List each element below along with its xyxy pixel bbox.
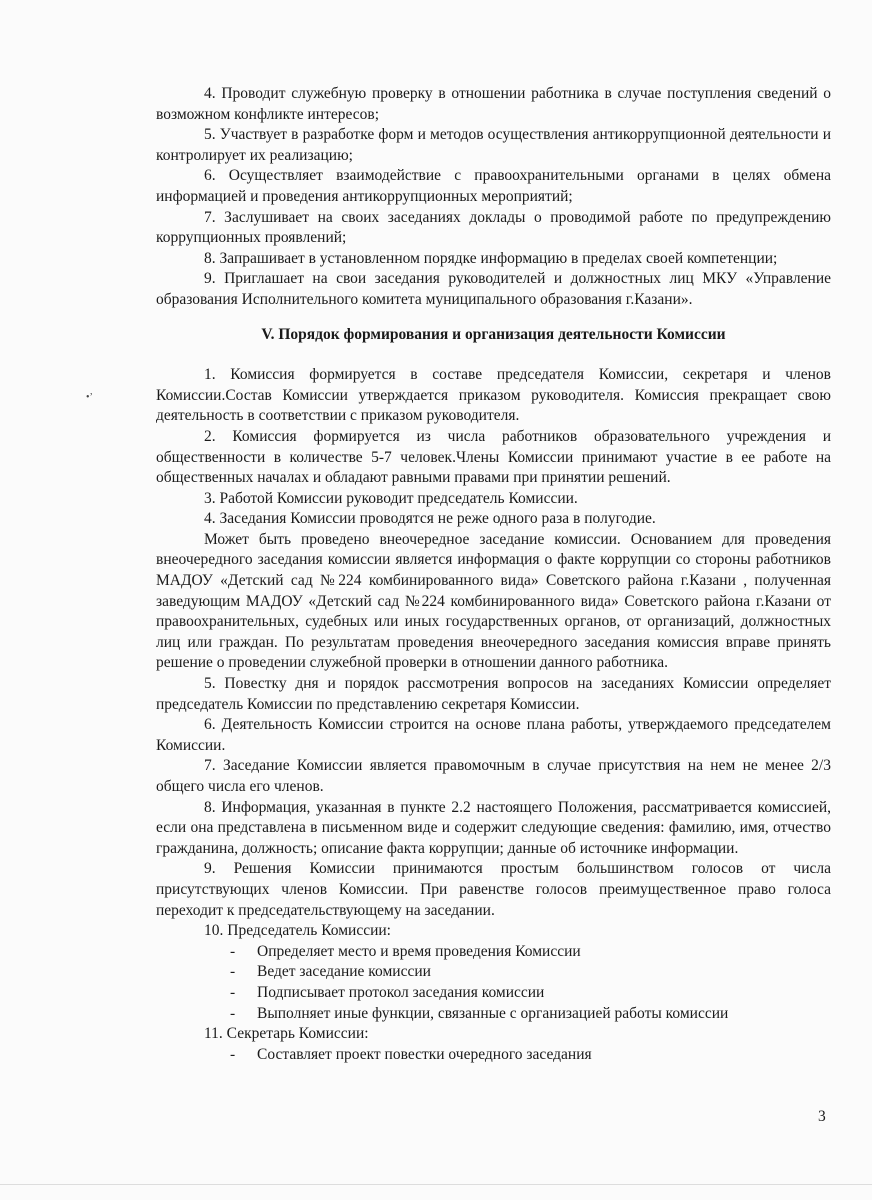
list-item bbox=[156, 983, 831, 1004]
list-item bbox=[156, 942, 831, 963]
paragraph: 4. Проводит служебную проверку в отношении работника в случае поступления сведений о возможном конфликте интересов; bbox=[156, 85, 831, 123]
paragraph: 9. Решения Комиссии принимаются простым большинством голосов от числа присутствующих членов Комиссии. При равенстве голосов преимущественное право голоса переходит к председательствующему на заседании. bbox=[156, 860, 831, 919]
document-body bbox=[156, 84, 831, 1065]
bullet-dash: - bbox=[230, 1004, 236, 1022]
list-item-text: Определяет место и время проведения Комиссии bbox=[257, 942, 581, 960]
bullet-dash: - bbox=[230, 983, 236, 1001]
paragraph: 3. Работой Комиссии руководит председатель Комиссии. bbox=[204, 489, 578, 507]
section-heading: V. Порядок формирования и организация деятельности Комиссии bbox=[261, 325, 726, 343]
paragraph: 7. Заслушивает на своих заседаниях доклады о проводимой работе по предупреждению коррупционных проявлений; bbox=[156, 208, 831, 247]
list-item bbox=[156, 962, 831, 983]
chair-heading: 10. Председатель Комиссии: bbox=[204, 922, 391, 940]
paragraph: 5. Участвует в разработке форм и методов осуществления антикоррупционной деятельности и контролирует их реализацию; bbox=[156, 126, 831, 164]
list-item-text: Ведет заседание комиссии bbox=[257, 963, 431, 981]
scan-mark: •’ bbox=[86, 392, 93, 403]
paragraph: 4. Заседания Комиссии проводятся не реже одного раза в полугодие. bbox=[204, 510, 656, 528]
bullet-dash: - bbox=[230, 942, 236, 960]
paragraph: 8. Запрашивает в установленном порядке информацию в пределах своей компетенции; bbox=[204, 249, 778, 267]
bullet-dash: - bbox=[230, 1045, 236, 1063]
list-item bbox=[156, 1045, 831, 1066]
paragraph: 6. Деятельность Комиссии строится на основе плана работы, утверждаемого председателем Комиссии. bbox=[156, 716, 831, 754]
paragraph: 6. Осуществляет взаимодействие с правоохранительными органами в целях обмена информацией и проведения антикоррупционных мероприятий; bbox=[156, 167, 831, 205]
paragraph: 2. Комиссия формируется из числа работников образовательного учреждения и общественности в количестве 5-7 человек.Члены Комиссии принимают участие в ее работе на общественных началах и обладают равными правами при принятии решений. bbox=[156, 427, 831, 487]
paragraph: 1. Комиссия формируется в составе председателя Комиссии, секретаря и членов Комиссии.Состав Комиссии утверждается приказом руководителя. Комиссия прекращает свою деятельность в соответствии с приказом руководителя. bbox=[156, 366, 831, 425]
page-number: 3 bbox=[818, 1108, 826, 1125]
paragraph: 5. Повестку дня и порядок рассмотрения вопросов на заседаниях Комиссии определяет председатель Комиссии по представлению секретаря Комиссии. bbox=[156, 675, 831, 713]
list-item-text: Составляет проект повестки очередного заседания bbox=[257, 1045, 592, 1063]
secretary-heading: 11. Секретарь Комиссии: bbox=[204, 1025, 369, 1043]
list-item-text: Подписывает протокол заседания комиссии bbox=[257, 983, 545, 1001]
list-item-text: Выполняет иные функции, связанные с организацией работы комиссии bbox=[257, 1004, 729, 1022]
paragraph: 7. Заседание Комиссии является правомочным в случае присутствия на нем не менее 2/3 общего числа его членов. bbox=[156, 757, 831, 795]
list-item bbox=[156, 1004, 831, 1025]
bullet-dash: - bbox=[230, 963, 236, 981]
paragraph: Может быть проведено внеочередное заседание комиссии. Основанием для проведения внеочередного заседания комиссии является информация о факте коррупции со стороны работников МАДОУ «Детский сад №224 комбинированного вида» Советского района г.Казани , полученная заведующим МАДОУ «Детский сад №224 комбинированного вида» Советского района г.Казани от правоохранительных, судебных или иных государственных органов, от организаций, должностных лиц или граждан. По результатам проведения внеочередного заседания комиссия вправе принять решение о проведении служебной проверки в отношении данного работника. bbox=[156, 530, 831, 672]
paragraph: 9. Приглашает на свои заседания руководителей и должностных лиц МКУ «Управление образования Исполнительного комитета муниципального образования г.Казани». bbox=[156, 270, 831, 308]
paragraph: 8. Информация, указанная в пункте 2.2 настоящего Положения, рассматривается комиссией, если она представлена в письменном виде и содержит следующие сведения: фамилию, имя, отчество гражданина, должность; описание факта коррупции; данные об источнике информации. bbox=[156, 798, 831, 857]
